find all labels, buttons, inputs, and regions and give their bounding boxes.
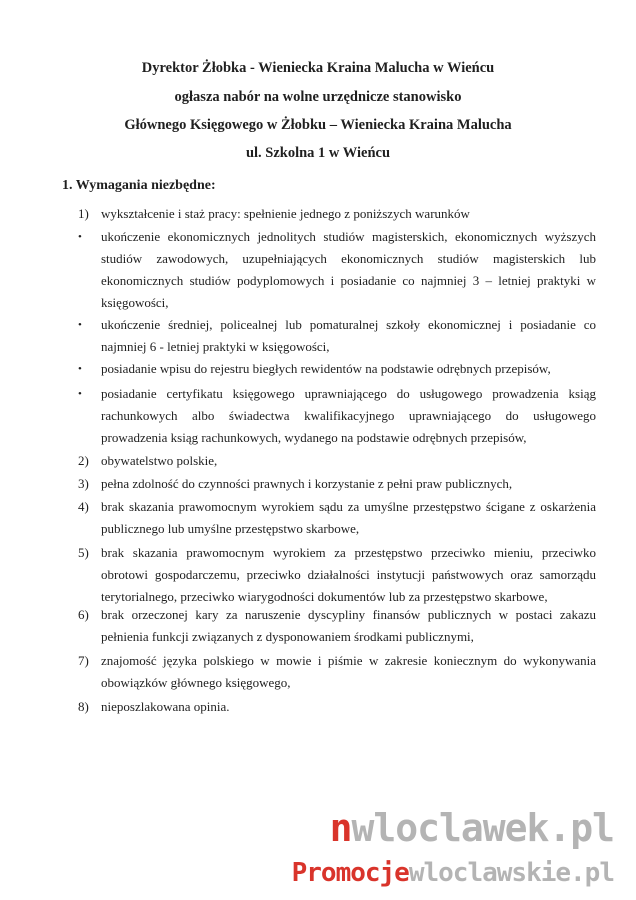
bullet-icon: • [78, 363, 82, 375]
bullet-icon: • [78, 388, 82, 400]
watermark-promocje [292, 858, 614, 888]
list-item-text: ukończenie średniej, policealnej lub pomaturalnej szkoły ekonomicznej i posiadanie co najmniej 6 - letniej praktyki w księgowości, [101, 317, 596, 354]
header-line-2: ogłasza nabór na wolne urzędnicze stanowisko [174, 89, 462, 105]
list-item-text: nieposzlakowana opinia. [101, 699, 230, 714]
list-item-text: pełna zdolność do czynności prawnych i korzystanie z pełni praw publicznych, [101, 476, 513, 491]
section-title: 1. Wymagania niezbędne: [62, 178, 216, 193]
list-item-text: brak skazania prawomocnym wyrokiem za przestępstwo przeciwko mieniu, przeciwko obrotowi gospodarczemu, przeciwko działalności instytucji państwowych oraz samorządu terytorialnego, przeciwko wiarygodności dokumentów lub za przestępstwo skarbowe, [101, 545, 596, 604]
list-item-text: wykształcenie i staż pracy: spełnienie jednego z poniższych warunków [101, 206, 470, 221]
header-line-1: Dyrektor Żłobka - Wieniecka Kraina Malucha w Wieńcu [141, 60, 495, 76]
list-marker: 8) [78, 699, 89, 714]
list-marker: 4) [78, 499, 89, 514]
header-line-4: ul. Szkolna 1 w Wieńcu [245, 145, 391, 161]
bullet-icon: • [78, 319, 82, 331]
list-marker: 6) [78, 607, 89, 622]
list-marker: 2) [78, 453, 89, 468]
list-marker: 5) [78, 545, 89, 560]
list-item-text: posiadanie certyfikatu księgowego uprawniającego do usługowego prowadzenia ksiąg rachunkowych albo świadectwa kwalifikacyjnego uprawniającego do usługowego prowadzenia ksiąg rachunkowych, wydanego na podstawie odrębnych przepisów, [101, 386, 596, 445]
watermark-red-part: n [329, 806, 352, 850]
bullet-icon: • [78, 231, 82, 243]
watermark-red-part: Promocje [291, 858, 409, 888]
list-item-text: brak orzeczonej kary za naruszenie dyscypliny finansów publicznych w postaci zakazu pełnienia funkcji związanych z dysponowaniem środkami publicznymi, [101, 607, 596, 644]
list-item-text: obywatelstwo polskie, [101, 453, 218, 468]
list-marker: 1) [78, 206, 89, 221]
list-item-text: brak skazania prawomocnym wyrokiem sądu za umyślne przestępstwo ścigane z oskarżenia publicznego lub umyślne przestępstwo skarbowe, [101, 499, 596, 536]
header-line-3: Głównego Księgowego w Żłobku – Wieniecka Kraina Malucha [124, 117, 512, 133]
watermark-gray-part: wloclawek.pl [351, 806, 614, 850]
list-item-text: ukończenie ekonomicznych jednolitych studiów magisterskich, ekonomicznych wyższych studiów zawodowych, uzupełniających ekonomicznych studiów magisterskich lub ekonomicznych studiów podyplomowych i posiadanie co najmniej 3 – letniej praktyki w księgowości, [101, 229, 596, 310]
watermark-gray-part: wloclawskie.pl [408, 858, 614, 888]
watermark-nwloclawek [330, 806, 614, 850]
list-item-text: posiadanie wpisu do rejestru biegłych rewidentów na podstawie odrębnych przepisów, [101, 361, 551, 376]
list-marker: 3) [78, 476, 89, 491]
list-marker: 7) [78, 653, 89, 668]
list-item-text: znajomość języka polskiego w mowie i piśmie w zakresie koniecznym do wykonywania obowiązków głównego księgowego, [101, 653, 596, 690]
